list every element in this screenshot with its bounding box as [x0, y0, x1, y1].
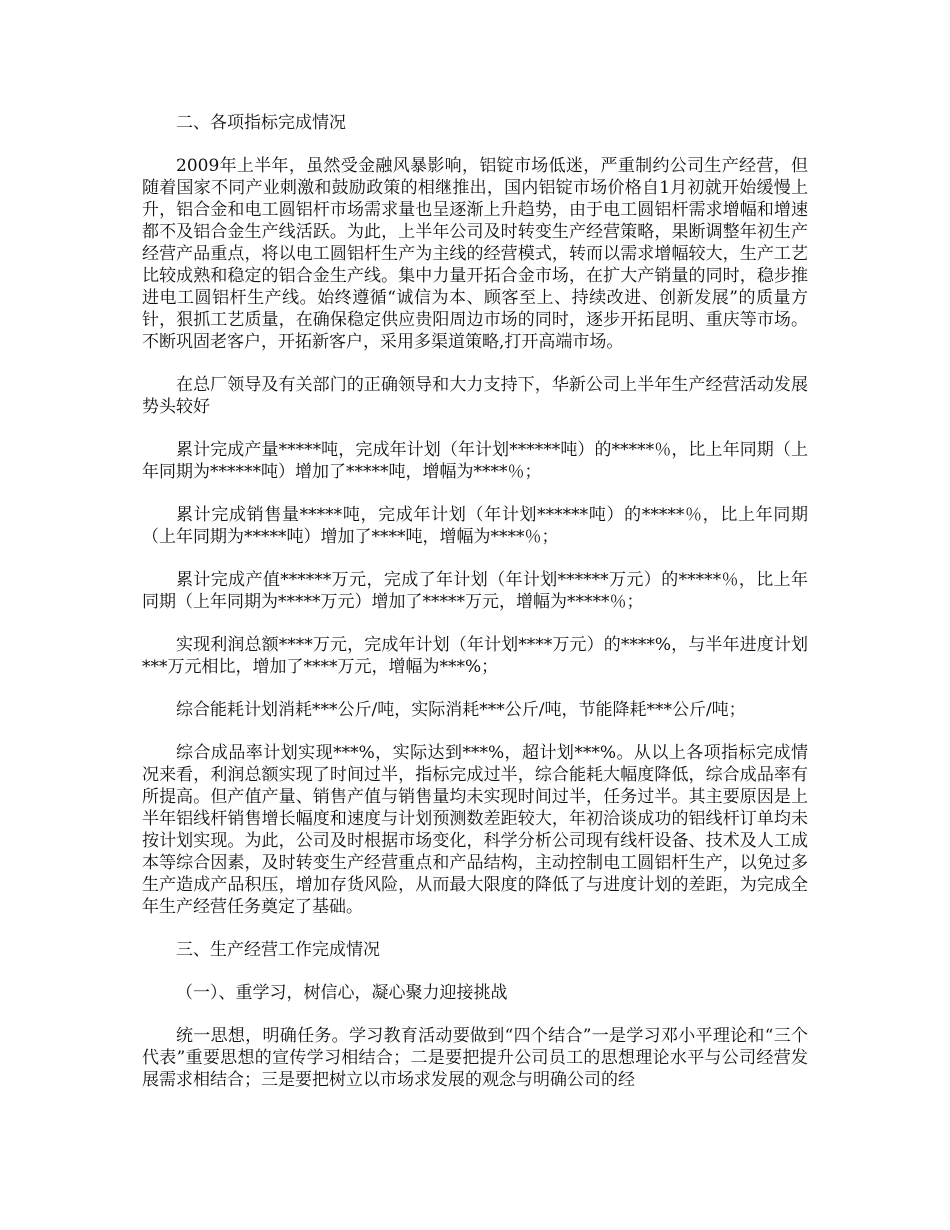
section-heading-indicators: 二、各项指标完成情况 — [176, 113, 346, 133]
paragraph-sales-volume: 累计完成销售量*****吨，完成年计划（年计划******吨）的*****％，比上年同期（上年同期为*****吨）增加了****吨，增幅为****％； — [142, 505, 808, 547]
paragraph-market-overview: 2009年上半年，虽然受金融风暴影响，铝锭市场低迷，严重制约公司生产经营，但随着国家不同产业刺激和鼓励政策的相继推出，国内铝锭市场价格自1月初就开始缓慢上升，铝合金和电工圆铝杆市场需求量也呈逐渐上升趋势，由于电工圆铝杆需求增幅和增速都不及铝合金生产线活跃。为此，上半年公司及时转变生产经营策略，果断调整年初生产经营产品重点，将以电工圆铝杆生产为主线的经营模式，转而以需求增幅较大，生产工艺比较成熟和稳定的铝合金生产线。集中力量开拓合金市场，在扩大产销量的同时，稳步推进电工圆铝杆生产线。始终遵循“诚信为本、顾客至上、持续改进、创新发展”的质量方针，狠抓工艺质量，在确保稳定供应贵阳周边市场的同时，逐步开拓昆明、重庆等市场。不断巩固老客户，开拓新客户，采用多渠道策略,打开高端市场。 — [142, 156, 808, 352]
subsection-heading-learning: （一）、重学习，树信心，凝心聚力迎接挑战 — [176, 983, 508, 1003]
paragraph-profit: 实现利润总额****万元，完成年计划（年计划****万元）的****%，与半年进度计划***万元相比，增加了****万元，增幅为***%； — [142, 635, 808, 677]
paragraph-output-value: 累计完成产值******万元，完成了年计划（年计划******万元）的*****％，比上年同期（上年同期为*****万元）增加了*****万元，增幅为*****％； — [142, 570, 808, 612]
paragraph-yield-analysis: 综合成品率计划实现***%，实际达到***%，超计划***%。从以上各项指标完成情况来看，利润总额实现了时间过半，指标完成过半，综合能耗大幅度降低，综合成品率有所提高。但产值产量、销售产值与销售量均未实现时间过半，任务过半。其主要原因是上半年铝线杆销售增长幅度和速度与计划预测数差距较大，年初洽谈成功的铝线杆订单均未按计划实现。为此，公司及时根据市场变化，科学分析公司现有线杆设备、技术及人工成本等综合因素，及时转变生产经营重点和产品结构，主动控制电工圆铝杆生产，以免过多生产造成产品积压，增加存货风险，从而最大限度的降低了与进度计划的差距，为完成全年生产经营任务奠定了基础。 — [142, 743, 808, 917]
paragraph-energy: 综合能耗计划消耗***公斤/吨，实际消耗***公斤/吨，节能降耗***公斤/吨； — [176, 700, 746, 720]
paragraph-unify-thinking: 统一思想，明确任务。学习教育活动要做到“四个结合”一是学习邓小平理论和“三个代表”重要思想的宣传学习相结合；二是要把提升公司员工的思想理论水平与公司经营发展需求相结合；三是要把树立以市场求发展的观念与明确公司的经 — [142, 1026, 808, 1090]
paragraph-leadership-support: 在总厂领导及有关部门的正确领导和大力支持下，华新公司上半年生产经营活动发展势头较好 — [142, 375, 808, 417]
document-page — [142, 112, 808, 1112]
paragraph-output: 累计完成产量*****吨，完成年计划（年计划******吨）的*****％，比上年同期（上年同期为******吨）增加了*****吨，增幅为****％； — [142, 440, 808, 482]
section-heading-operations: 三、生产经营工作完成情况 — [176, 940, 380, 960]
